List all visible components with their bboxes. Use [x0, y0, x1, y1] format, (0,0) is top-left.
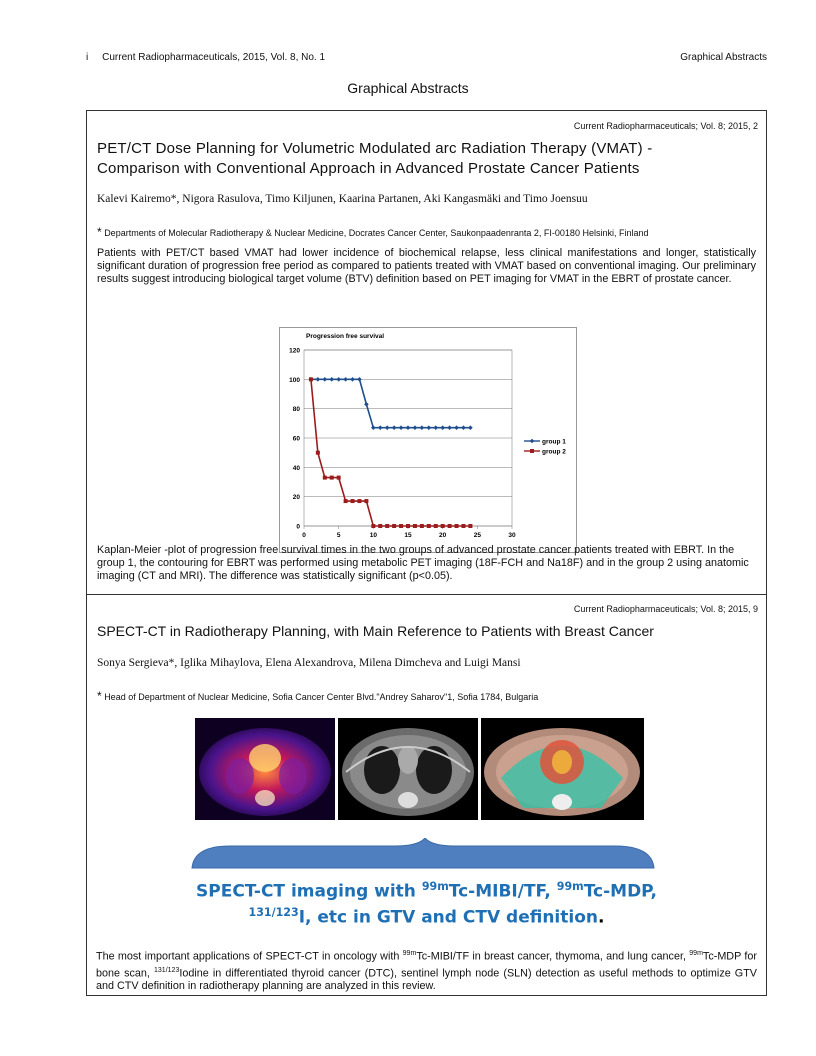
article-1-title-line2: Comparison with Conventional Approach in Advanced Prostate Cancer Patients — [97, 160, 640, 177]
graphic-text-period: . — [598, 907, 605, 928]
pet-fusion-scan-icon — [195, 718, 335, 820]
abstract-text-2: Tc-MIBI/TF in breast cancer, thymoma, and lung cancer, — [416, 950, 690, 963]
data-point-group-2 — [455, 524, 459, 528]
y-tick-label: 20 — [292, 494, 300, 502]
data-point-group-2 — [385, 524, 389, 528]
graphic-sup-1: 99m — [421, 880, 449, 893]
journal-info: Current Radiopharmaceuticals, 2015, Vol. 8, No. 1 — [102, 52, 326, 63]
data-point-group-2 — [441, 524, 445, 528]
data-point-group-2 — [378, 524, 382, 528]
data-point-group-2 — [427, 524, 431, 528]
data-point-group-2 — [330, 476, 334, 480]
curly-brace-shape — [190, 838, 656, 870]
ct-scan-icon — [338, 718, 478, 820]
article-2-citation: Current Radiopharmaceuticals; Vol. 8; 2015, 9 — [573, 604, 758, 614]
y-tick-label: 60 — [292, 435, 300, 443]
legend-label-1: group 1 — [542, 438, 566, 446]
abstract-text-1: The most important applications of SPECT-CT in oncology with — [96, 950, 403, 963]
abstract-text-3: Tc-MDP for bone scan, — [96, 950, 757, 980]
page-title: Graphical Abstracts — [347, 80, 469, 96]
article-1-affiliation — [97, 225, 648, 239]
running-header-section: Graphical Abstracts — [680, 52, 767, 63]
legend-marker-2 — [530, 449, 534, 453]
data-point-group-2 — [413, 524, 417, 528]
article-1-authors: Kalevi Kairemo*, Nigora Rasulova, Timo Kiljunen, Kaarina Partanen, Aki Kangasmäki and Timo Joensuu — [97, 193, 588, 205]
article-1-title — [97, 139, 756, 179]
abstract-sup-1: 99m — [402, 950, 417, 957]
graphic-text-d: I, etc in GTV and CTV definition — [298, 907, 598, 928]
x-tick-label: 15 — [404, 532, 412, 539]
data-point-group-2 — [316, 451, 320, 455]
affiliation-mark: * — [97, 225, 102, 239]
x-tick-label: 10 — [369, 532, 377, 539]
data-point-group-2 — [406, 524, 410, 528]
data-point-group-2 — [323, 476, 327, 480]
data-point-group-2 — [399, 524, 403, 528]
y-tick-label: 40 — [292, 464, 300, 472]
data-point-group-2 — [468, 524, 472, 528]
article-1-citation: Current Radiopharmaceuticals; Vol. 8; 2015, 2 — [573, 121, 758, 131]
survival-chart — [279, 327, 577, 553]
dose-plan-icon — [481, 718, 644, 820]
data-point-group-2 — [434, 524, 438, 528]
article-2-affiliation — [97, 689, 538, 703]
article-1-box — [86, 110, 767, 595]
chart-title: Progression free survival — [306, 333, 385, 340]
affiliation-text: Head of Department of Nuclear Medicine, Sofia Cancer Center Blvd."Andrey Saharov"1, Sofia 1784, Bulgaria — [104, 692, 539, 702]
affiliation-mark: * — [97, 689, 102, 703]
x-tick-label: 30 — [508, 532, 516, 539]
data-point-group-2 — [337, 476, 341, 480]
data-point-group-2 — [461, 524, 465, 528]
legend-marker-1 — [530, 439, 535, 444]
y-tick-label: 120 — [289, 347, 300, 355]
data-point-group-2 — [371, 524, 375, 528]
article-2-abstract — [96, 947, 757, 993]
article-2-title: SPECT-CT in Radiotherapy Planning, with Main Reference to Patients with Breast Cancer — [97, 623, 654, 639]
affiliation-text: Departments of Molecular Radiotherapy & Nuclear Medicine, Docrates Cancer Center, Saukonpaadenranta 2, FI-00180 Helsinki, Finland — [104, 228, 649, 238]
abstract-sup-2: 99m — [689, 950, 703, 957]
graphic-text-c: Tc-MDP, — [583, 881, 657, 902]
x-tick-label: 20 — [439, 532, 447, 539]
dose-plan-image — [481, 718, 644, 820]
data-point-group-2 — [351, 499, 355, 503]
y-tick-label: 100 — [289, 376, 300, 384]
legend-label-2: group 2 — [542, 448, 566, 456]
pet-ct-fusion-image — [195, 718, 335, 820]
ct-scan-image — [338, 718, 478, 820]
data-point-group-2 — [344, 499, 348, 503]
article-2-authors: Sonya Sergieva*, Iglika Mihaylova, Elena Alexandrova, Milena Dimcheva and Luigi Mansi — [97, 657, 521, 669]
data-point-group-2 — [448, 524, 452, 528]
data-point-group-2 — [420, 524, 424, 528]
abstract-sup-3: 131/123 — [154, 966, 180, 974]
article-1-title-line1: PET/CT Dose Planning for Volumetric Modulated arc Radiation Therapy (VMAT) - — [97, 140, 653, 157]
abstract-text-4: Iodine in differentiated thyroid cancer (DTC), sentinel lymph node (SLN) detection as useful methods to optimize GTV and CTV definition in radiotherapy planning are analyzed in this review. — [96, 967, 757, 993]
graphic-sup-3: 131/123 — [248, 906, 299, 919]
graphic-text-b: Tc-MIBI/TF, — [448, 881, 557, 902]
graphic-sup-2: 99m — [556, 880, 584, 893]
x-tick-label: 5 — [336, 532, 341, 539]
article-1-abstract: Patients with PET/CT based VMAT had lower incidence of biochemical relapse, less clinical manifestations and longer, statistically significant duration of progression free period as compared to patients treated with VMAT based on conventional imaging. Our preliminary results suggest introducing biological target volume (BTV) definition based on PET imaging for VMAT in the EBRT of prostate cancer. — [97, 247, 756, 285]
graphic-highlight-line1 — [86, 880, 767, 902]
page-marker: i — [86, 52, 89, 63]
article-1-caption: Kaplan-Meier -plot of progression free survival times in the two groups of advanced prostate cancer patients treated with EBRT. In the group 1, the contouring for EBRT was performed using metabolic PET imaging (18F-FCH and Na18F) and in the group 2 using anatomic imaging (CT and MRI). The difference was statistically significant (p<0.05). — [97, 544, 749, 582]
data-point-group-2 — [357, 499, 361, 503]
data-point-group-2 — [364, 499, 368, 503]
running-header-left — [86, 52, 325, 63]
graphic-highlight-line2 — [86, 906, 767, 928]
graphic-text-a: SPECT-CT imaging with — [196, 881, 422, 902]
x-tick-label: 0 — [302, 532, 306, 539]
survival-chart-svg — [280, 328, 576, 552]
data-point-group-2 — [309, 377, 313, 381]
x-tick-label: 25 — [473, 532, 481, 539]
y-tick-label: 80 — [292, 406, 300, 414]
data-point-group-2 — [392, 524, 396, 528]
y-tick-label: 0 — [296, 523, 300, 531]
